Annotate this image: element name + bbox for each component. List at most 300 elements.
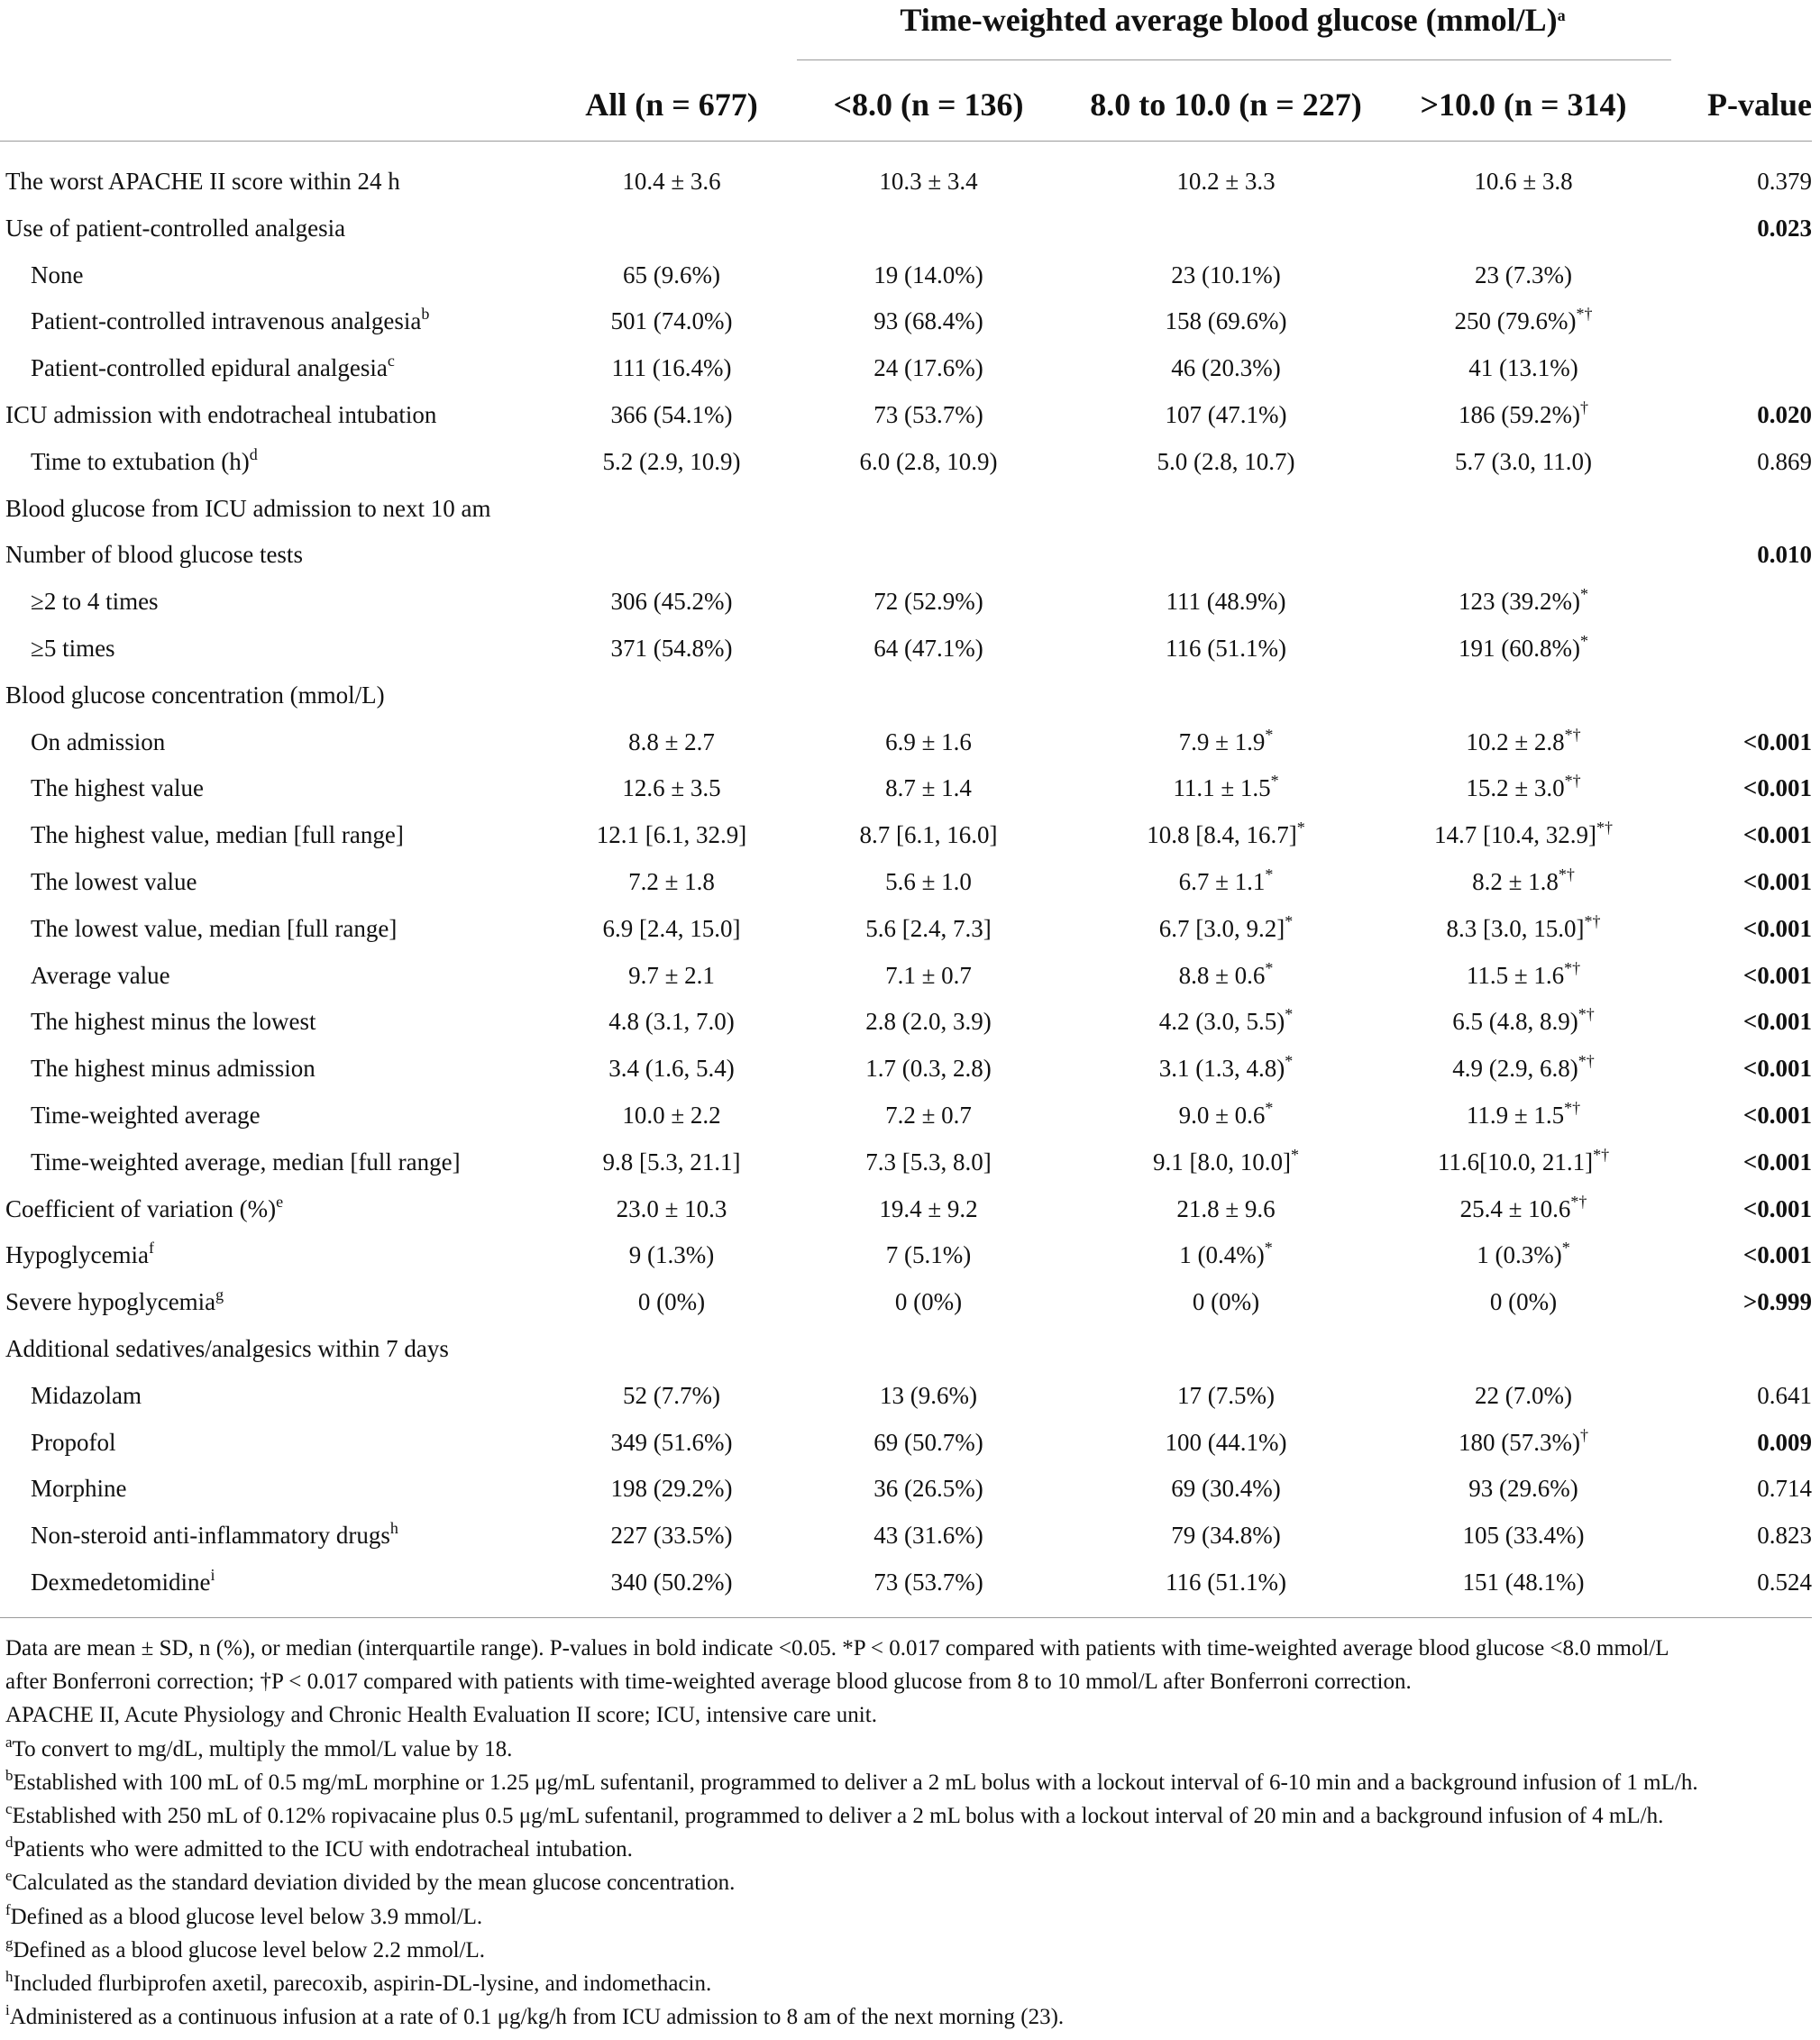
cell-value: 7.2 ± 0.7	[885, 1101, 972, 1129]
cell-value: 1.7 (0.3, 2.8)	[865, 1055, 992, 1083]
cell-value: 8.2 ± 1.8	[1472, 867, 1559, 895]
cell-value: 73 (53.7%)	[873, 1568, 983, 1596]
cell-value: 5.0 (2.8, 10.7)	[1157, 447, 1295, 475]
cell-value: 198 (29.2%)	[610, 1475, 733, 1503]
cell-p	[1668, 1279, 1812, 1326]
row-label	[31, 439, 258, 486]
cell-all	[541, 1513, 802, 1560]
cell-lt8	[793, 1232, 1064, 1279]
cell-p	[1668, 812, 1812, 859]
cell-all	[541, 252, 802, 299]
cell-gt10	[1379, 1420, 1668, 1467]
table-row	[0, 439, 1820, 486]
cell-lt8	[793, 859, 1064, 906]
footnote	[5, 1733, 1813, 1766]
cell-value: 73 (53.7%)	[873, 400, 983, 428]
cell-value: 0.823	[1757, 1522, 1812, 1550]
footnote-mark: h	[5, 1967, 14, 1985]
cell-lt8	[793, 719, 1064, 766]
row-label-text: The lowest value	[31, 867, 197, 895]
cell-value: 340 (50.2%)	[610, 1568, 733, 1596]
table-row	[0, 1186, 1820, 1233]
cell-mid	[1091, 906, 1361, 953]
row-label	[5, 1232, 154, 1279]
footnote-mark: b	[5, 1766, 14, 1784]
cell-value: 107 (47.1%)	[1165, 400, 1287, 428]
table-row	[0, 1279, 1820, 1326]
cell-value: 8.7 [6.1, 16.0]	[859, 821, 998, 849]
cell-all	[541, 1232, 802, 1279]
cell-gt10	[1379, 1466, 1668, 1513]
row-label-text: Hypoglycemia	[5, 1241, 149, 1269]
table-row	[0, 953, 1820, 1000]
cell-lt8	[793, 298, 1064, 345]
cell-lt8	[793, 252, 1064, 299]
cell-significance-mark: *	[1264, 1239, 1273, 1258]
row-label	[31, 1513, 398, 1560]
row-label-footnote-mark: g	[215, 1285, 224, 1304]
footnote	[5, 1967, 1813, 2000]
cell-gt10	[1379, 392, 1668, 439]
cell-significance-mark: *	[1265, 1099, 1274, 1118]
footnote-text: Patients who were admitted to the ICU with endotracheal intubation.	[13, 1837, 633, 1862]
cell-p	[1668, 392, 1812, 439]
super-header-text: Time-weighted average blood glucose (mmol/L)	[900, 2, 1558, 38]
cell-lt8	[793, 906, 1064, 953]
cell-value: 191 (60.8%)	[1459, 634, 1580, 662]
cell-value: 8.8 ± 0.6	[1178, 961, 1266, 989]
cell-significance-mark: *†	[1584, 911, 1601, 930]
cell-p	[1668, 1420, 1812, 1467]
footnote	[5, 1766, 1813, 1799]
cell-significance-mark: *	[1265, 725, 1274, 744]
cell-gt10	[1379, 953, 1668, 1000]
row-label-text: Time to extubation (h)	[31, 447, 250, 475]
cell-all	[541, 1466, 802, 1513]
table-super-header	[793, 0, 1672, 47]
cell-value: 227 (33.5%)	[610, 1522, 733, 1550]
cell-value: 111 (48.9%)	[1166, 588, 1286, 616]
cell-value: 1 (0.4%)	[1179, 1241, 1265, 1269]
cell-value: 72 (52.9%)	[873, 588, 983, 616]
cell-gt10	[1379, 765, 1668, 812]
cell-all	[541, 1560, 802, 1606]
cell-value: 116 (51.1%)	[1166, 634, 1286, 662]
cell-p	[1668, 1513, 1812, 1560]
row-label-text: Midazolam	[31, 1381, 142, 1409]
cell-value: 6.5 (4.8, 8.9)	[1452, 1008, 1578, 1036]
cell-p	[1668, 906, 1812, 953]
row-label-footnote-mark: e	[276, 1192, 284, 1211]
cell-all	[541, 159, 802, 206]
table-row	[0, 1232, 1820, 1279]
cell-value: 13 (9.6%)	[880, 1381, 977, 1409]
row-label-footnote-mark: d	[249, 444, 258, 463]
row-label-text: ICU admission with endotracheal intubation	[5, 400, 437, 428]
table-row	[0, 1046, 1820, 1093]
cell-value: 158 (69.6%)	[1165, 307, 1287, 335]
row-label-text: Use of patient-controlled analgesia	[5, 214, 346, 242]
cell-gt10	[1379, 1373, 1668, 1420]
cell-gt10	[1379, 999, 1668, 1046]
cell-value: 10.0 ± 2.2	[622, 1101, 721, 1129]
table-row	[0, 1093, 1820, 1139]
cell-p	[1668, 765, 1812, 812]
cell-value: 10.8 [8.4, 16.7]	[1147, 821, 1297, 849]
cell-value: 0.023	[1757, 214, 1812, 242]
cell-lt8	[793, 1466, 1064, 1513]
cell-gt10	[1379, 1560, 1668, 1606]
cell-value: 0.020	[1757, 400, 1812, 428]
cell-value: 4.2 (3.0, 5.5)	[1158, 1008, 1285, 1036]
footnote	[5, 1632, 1813, 1665]
cell-p	[1668, 1093, 1812, 1139]
cell-value: <0.001	[1742, 1194, 1812, 1222]
cell-value: 69 (50.7%)	[873, 1428, 983, 1456]
cell-all	[541, 579, 802, 626]
cell-lt8	[793, 392, 1064, 439]
table-row	[0, 812, 1820, 859]
cell-significance-mark: *	[1270, 772, 1279, 791]
cell-gt10	[1379, 626, 1668, 672]
table-row	[0, 159, 1820, 206]
cell-mid	[1091, 719, 1361, 766]
cell-gt10	[1379, 159, 1668, 206]
cell-value: 371 (54.8%)	[610, 634, 733, 662]
cell-mid	[1091, 999, 1361, 1046]
cell-value: 6.7 ± 1.1	[1178, 867, 1266, 895]
row-label	[31, 1420, 116, 1467]
cell-value: <0.001	[1742, 867, 1812, 895]
col-header-lt8: <8.0 (n = 136)	[833, 87, 1024, 123]
cell-value: 366 (54.1%)	[610, 400, 733, 428]
cell-mid	[1091, 345, 1361, 392]
cell-gt10	[1379, 1093, 1668, 1139]
cell-all	[541, 1279, 802, 1326]
footnote-text: Data are mean ± SD, n (%), or median (interquartile range). P-values in bold indicate <0.05. *P < 0.017 compared with patients with time-weighted average blood glucose <8.0 mmol/L	[5, 1636, 1669, 1660]
cell-p	[1668, 1373, 1812, 1420]
cell-lt8	[793, 439, 1064, 486]
row-label-text: None	[31, 261, 84, 288]
cell-p	[1668, 1046, 1812, 1093]
cell-lt8	[793, 1420, 1064, 1467]
cell-lt8	[793, 1139, 1064, 1186]
row-label-footnote-mark: c	[387, 352, 395, 370]
footnote-text: Defined as a blood glucose level below 3.9 mmol/L.	[10, 1904, 483, 1929]
cell-mid	[1091, 392, 1361, 439]
cell-value: 0 (0%)	[1489, 1288, 1558, 1316]
row-label	[5, 206, 345, 252]
cell-value: 0.869	[1757, 447, 1812, 475]
cell-significance-mark: *†	[1593, 1145, 1610, 1164]
row-label	[31, 1139, 461, 1186]
cell-mid	[1091, 1466, 1361, 1513]
cell-value: 7.2 ± 1.8	[628, 867, 715, 895]
cell-mid	[1091, 1420, 1361, 1467]
cell-mid	[1091, 765, 1361, 812]
cell-value: 6.7 [3.0, 9.2]	[1158, 914, 1285, 942]
table-row	[0, 345, 1820, 392]
cell-gt10	[1379, 1186, 1668, 1233]
row-label-text: Patient-controlled epidural analgesia	[31, 354, 388, 382]
footnote-text: Established with 100 mL of 0.5 mg/mL morphine or 1.25 μg/mL sufentanil, programmed to deliver a 2 mL bolus with a lockout interval of 6-10 min and a background infusion of 1 mL/h.	[13, 1770, 1698, 1795]
cell-all	[541, 1373, 802, 1420]
cell-value: 7.9 ± 1.9	[1178, 727, 1266, 755]
row-label	[5, 1186, 283, 1233]
cell-value: 100 (44.1%)	[1165, 1428, 1287, 1456]
row-label	[5, 1326, 449, 1373]
row-label	[31, 906, 397, 953]
cell-lt8	[793, 345, 1064, 392]
row-label	[31, 1373, 142, 1420]
row-label-text: Blood glucose from ICU admission to next 10 am	[5, 494, 491, 522]
cell-all	[541, 626, 802, 672]
cell-value: 8.3 [3.0, 15.0]	[1446, 914, 1585, 942]
cell-lt8	[793, 159, 1064, 206]
row-label	[31, 953, 170, 1000]
footnote-text: APACHE II, Acute Physiology and Chronic Health Evaluation II score; ICU, intensive care unit.	[5, 1703, 877, 1728]
cell-significance-mark: *	[1290, 1145, 1299, 1164]
footnote-mark: f	[5, 1900, 11, 1918]
cell-lt8	[793, 1093, 1064, 1139]
cell-value: 52 (7.7%)	[623, 1381, 720, 1409]
footnote-text: To convert to mg/dL, multiply the mmol/L value by 18.	[12, 1736, 513, 1761]
row-label	[31, 719, 165, 766]
cell-all	[541, 812, 802, 859]
footnote-text: Calculated as the standard deviation divided by the mean glucose concentration.	[12, 1871, 736, 1896]
footnote-mark: e	[5, 1867, 13, 1885]
row-label	[5, 1279, 224, 1326]
cell-all	[541, 1186, 802, 1233]
cell-value: 5.2 (2.9, 10.9)	[602, 447, 741, 475]
row-label-footnote-mark: i	[210, 1566, 215, 1585]
cell-value: 17 (7.5%)	[1177, 1381, 1275, 1409]
cell-value: 3.4 (1.6, 5.4)	[608, 1055, 735, 1083]
cell-value: 93 (68.4%)	[873, 307, 983, 335]
row-label	[5, 486, 490, 533]
cell-value: 23 (10.1%)	[1171, 261, 1281, 288]
cell-lt8	[793, 1279, 1064, 1326]
cell-lt8	[793, 626, 1064, 672]
cell-value: 180 (57.3%)	[1459, 1428, 1580, 1456]
cell-value: <0.001	[1742, 1101, 1812, 1129]
table-row	[0, 1420, 1820, 1467]
cell-mid	[1091, 626, 1361, 672]
super-header-rule	[797, 59, 1671, 60]
cell-mid	[1091, 439, 1361, 486]
row-label-footnote-mark: h	[389, 1519, 398, 1538]
cell-value: 9.8 [5.3, 21.1]	[602, 1148, 741, 1176]
row-label-text: Time-weighted average, median [full range]	[31, 1148, 461, 1176]
cell-p	[1668, 206, 1812, 252]
cell-value: 9.7 ± 2.1	[628, 961, 715, 989]
cell-value: 15.2 ± 3.0	[1466, 774, 1565, 802]
table-row	[0, 298, 1820, 345]
cell-value: 5.7 (3.0, 11.0)	[1455, 447, 1592, 475]
cell-value: 7.3 [5.3, 8.0]	[865, 1148, 992, 1176]
table-row	[0, 1513, 1820, 1560]
row-label-footnote-mark: f	[148, 1239, 154, 1258]
row-label-text: The highest value, median [full range]	[31, 821, 404, 849]
cell-value: 69 (30.4%)	[1171, 1475, 1281, 1503]
cell-all	[541, 298, 802, 345]
row-label-footnote-mark: b	[421, 305, 430, 324]
cell-mid	[1091, 812, 1361, 859]
cell-all	[541, 719, 802, 766]
cell-value: 11.5 ± 1.6	[1466, 961, 1565, 989]
footnote	[5, 1665, 1813, 1698]
table-row	[0, 1326, 1820, 1373]
cell-value: 65 (9.6%)	[623, 261, 720, 288]
cell-all	[541, 1093, 802, 1139]
row-label	[31, 626, 115, 672]
cell-significance-mark: †	[1579, 1425, 1588, 1444]
cell-gt10	[1379, 252, 1668, 299]
cell-p	[1668, 439, 1812, 486]
cell-value: 0.010	[1757, 541, 1812, 569]
footnote-text: Established with 250 mL of 0.12% ropivacaine plus 0.5 μg/mL sufentanil, programmed to deliver a 2 mL bolus with a lockout interval of 20 min and a background infusion of 4 mL/h.	[12, 1804, 1664, 1829]
cell-gt10	[1379, 719, 1668, 766]
footnote	[5, 2000, 1813, 2034]
cell-p	[1668, 1186, 1812, 1233]
cell-significance-mark: *†	[1564, 772, 1581, 791]
footnote-text: after Bonferroni correction; †P < 0.017 compared with patients with time-weighted average blood glucose from 8 to 10 mmol/L after Bonferroni correction.	[5, 1670, 1412, 1695]
footnote	[5, 1799, 1813, 1833]
cell-value: 21.8 ± 9.6	[1176, 1194, 1276, 1222]
cell-mid	[1091, 1232, 1361, 1279]
cell-value: 14.7 [10.4, 32.9]	[1434, 821, 1596, 849]
cell-all	[541, 439, 802, 486]
super-header-mark: a	[1557, 6, 1566, 25]
row-label-text: Morphine	[31, 1475, 127, 1503]
footnote-mark: c	[5, 1799, 13, 1817]
header-rule	[0, 141, 1812, 142]
row-label-text: Dexmedetomidine	[31, 1568, 211, 1596]
cell-value: 306 (45.2%)	[610, 588, 733, 616]
column-header-row	[0, 83, 1820, 130]
row-label	[31, 345, 395, 392]
cell-value: 151 (48.1%)	[1462, 1568, 1585, 1596]
cell-value: <0.001	[1742, 961, 1812, 989]
cell-value: 1 (0.3%)	[1477, 1241, 1562, 1269]
cell-value: 105 (33.4%)	[1462, 1522, 1585, 1550]
footnote-text: Administered as a continuous infusion at a rate of 0.1 μg/kg/h from ICU admission to 8 am of the next morning (23).	[9, 2005, 1065, 2030]
footnote-mark: a	[5, 1733, 13, 1751]
row-label-text: The worst APACHE II score within 24 h	[5, 168, 400, 195]
cell-lt8	[793, 1513, 1064, 1560]
cell-lt8	[793, 999, 1064, 1046]
cell-value: <0.001	[1742, 774, 1812, 802]
row-label-text: Severe hypoglycemia	[5, 1288, 216, 1316]
cell-value: 22 (7.0%)	[1475, 1381, 1572, 1409]
cell-value: 5.6 [2.4, 7.3]	[865, 914, 992, 942]
cell-gt10	[1379, 298, 1668, 345]
cell-value: 43 (31.6%)	[873, 1522, 983, 1550]
cell-value: 11.9 ± 1.5	[1466, 1101, 1565, 1129]
cell-p	[1668, 999, 1812, 1046]
row-label-text: Average value	[31, 961, 170, 989]
footnote	[5, 1900, 1813, 1934]
footnote-text: Included flurbiprofen axetil, parecoxib, aspirin-DL-lysine, and indomethacin.	[13, 1971, 712, 1997]
cell-value: 4.8 (3.1, 7.0)	[608, 1008, 735, 1036]
cell-value: 10.3 ± 3.4	[879, 168, 978, 195]
cell-value: 36 (26.5%)	[873, 1475, 983, 1503]
cell-lt8	[793, 1560, 1064, 1606]
table-row	[0, 1373, 1820, 1420]
row-label	[31, 999, 316, 1046]
cell-gt10	[1379, 1139, 1668, 1186]
row-label	[31, 812, 404, 859]
cell-mid	[1091, 298, 1361, 345]
cell-value: 501 (74.0%)	[610, 307, 733, 335]
table-row	[0, 719, 1820, 766]
cell-all	[541, 1420, 802, 1467]
cell-significance-mark: *†	[1564, 725, 1581, 744]
cell-lt8	[793, 579, 1064, 626]
row-label	[5, 672, 385, 719]
cell-mid	[1091, 579, 1361, 626]
cell-lt8	[793, 765, 1064, 812]
cell-all	[541, 392, 802, 439]
cell-value: 9.1 [8.0, 10.0]	[1153, 1148, 1291, 1176]
row-label-text: Number of blood glucose tests	[5, 541, 303, 569]
cell-value: 6.9 ± 1.6	[885, 727, 972, 755]
footnote-text: Defined as a blood glucose level below 2.2 mmol/L.	[13, 1937, 485, 1962]
cell-significance-mark: *	[1285, 1005, 1294, 1024]
cell-value: <0.001	[1742, 1055, 1812, 1083]
cell-value: 111 (16.4%)	[611, 354, 732, 382]
cell-value: <0.001	[1742, 914, 1812, 942]
cell-significance-mark: *	[1285, 1052, 1294, 1071]
cell-gt10	[1379, 1046, 1668, 1093]
cell-mid	[1091, 1093, 1361, 1139]
cell-lt8	[793, 1186, 1064, 1233]
row-label	[31, 1560, 215, 1606]
cell-mid	[1091, 1279, 1361, 1326]
cell-significance-mark: *	[1296, 819, 1305, 837]
cell-gt10	[1379, 345, 1668, 392]
row-label	[31, 859, 197, 906]
cell-significance-mark: *	[1285, 911, 1294, 930]
cell-value: 9.0 ± 0.6	[1178, 1101, 1266, 1129]
table-row	[0, 672, 1820, 719]
cell-gt10	[1379, 1279, 1668, 1326]
cell-value: <0.001	[1742, 727, 1812, 755]
row-label-text: ≥2 to 4 times	[31, 588, 159, 616]
cell-value: 25.4 ± 10.6	[1459, 1194, 1571, 1222]
cell-significance-mark: *†	[1578, 1005, 1595, 1024]
cell-value: 0.524	[1757, 1568, 1812, 1596]
table-row	[0, 859, 1820, 906]
cell-mid	[1091, 859, 1361, 906]
cell-value: 5.6 ± 1.0	[885, 867, 972, 895]
row-label	[5, 532, 303, 579]
row-label-text: The highest minus admission	[31, 1055, 316, 1083]
table-row	[0, 532, 1820, 579]
cell-significance-mark: *	[1579, 585, 1588, 604]
row-label	[31, 1046, 316, 1093]
cell-lt8	[793, 812, 1064, 859]
cell-value: <0.001	[1742, 1241, 1812, 1269]
table-row	[0, 999, 1820, 1046]
cell-value: 12.1 [6.1, 32.9]	[596, 821, 747, 849]
table-row	[0, 626, 1820, 672]
row-label	[5, 392, 436, 439]
cell-value: 11.1 ± 1.5	[1173, 774, 1271, 802]
table-row	[0, 579, 1820, 626]
cell-value: 186 (59.2%)	[1459, 400, 1580, 428]
cell-significance-mark: *†	[1564, 1099, 1581, 1118]
